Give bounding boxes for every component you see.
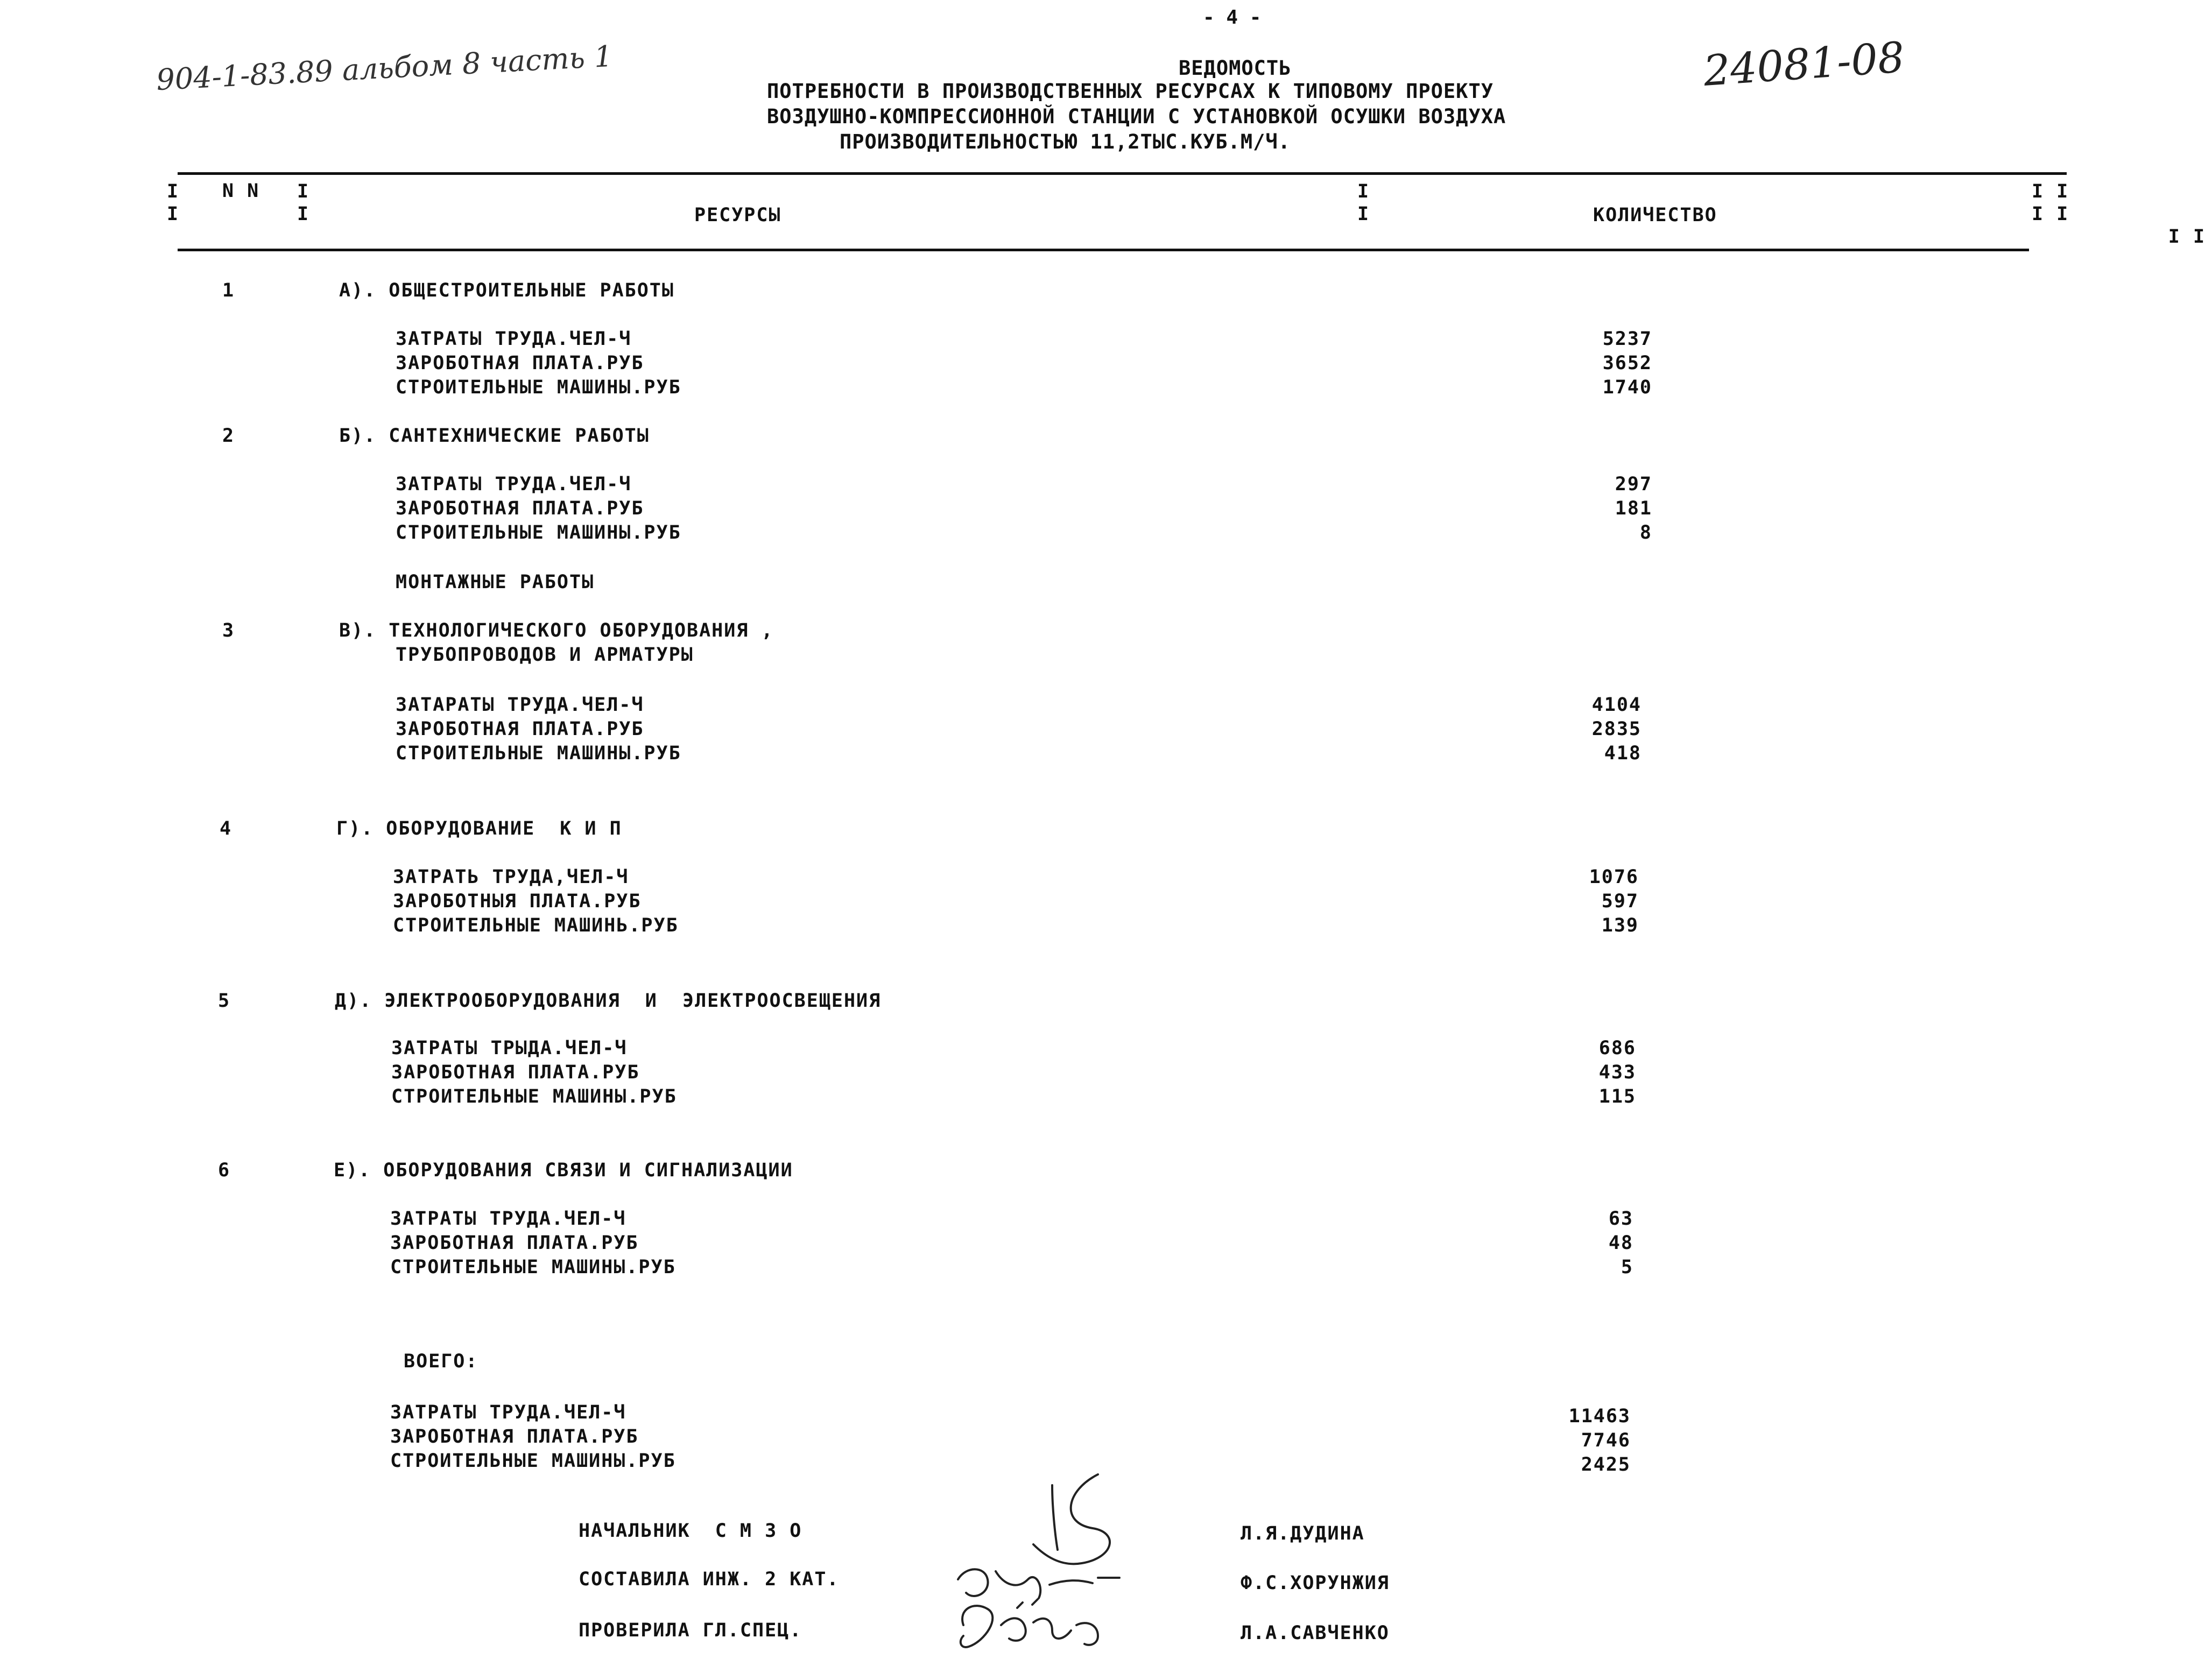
section-title-continued: ТРУБОПРОВОДОВ И АРМАТУРЫ [396, 644, 694, 666]
signature-name: Л.Я.ДУДИНА [1241, 1523, 1365, 1544]
row-value: 418 [1604, 743, 1642, 764]
section-number: 4 [220, 818, 233, 839]
section-number: 1 [222, 280, 235, 301]
signature-role: НАЧАЛЬНИК С М З О [579, 1520, 802, 1542]
document-subtitle-line1: ПОТРЕБНОСТИ В ПРОИЗВОДСТВЕННЫХ РЕСУРСАХ К ТИПОВОМУ ПРОЕКТУ [767, 80, 1494, 103]
row-value: 1076 [1589, 866, 1639, 888]
section-title: А). ОБЩЕСТРОИТЕЛЬНЫЕ РАБОТЫ [339, 280, 674, 301]
row-value: 686 [1598, 1037, 1636, 1059]
row-label: СТРОИТЕЛЬНЫЕ МАШИНЫ.РУБ [396, 377, 681, 398]
handwritten-doc-code: 24081-08 [1702, 33, 1906, 96]
row-label: ЗАТРАТЫ ТРУДА.ЧЕЛ-Ч [390, 1208, 626, 1230]
row-label: СТРОИТЕЛЬНЫЕ МАШИНЫ.РУБ [390, 1256, 676, 1278]
section-number: 2 [222, 425, 235, 447]
totals-row-label: СТРОИТЕЛЬНЫЕ МАШИНЫ.РУБ [390, 1450, 676, 1472]
header-col-quantity: КОЛИЧЕСТВО [1593, 204, 1717, 226]
row-value: 8 [1639, 522, 1652, 543]
row-value: 139 [1601, 915, 1639, 936]
totals-row-value: 11463 [1568, 1406, 1631, 1427]
section-title: Д). ЭЛЕКТРООБОРУДОВАНИЯ И ЭЛЕКТРООСВЕЩЕНИЯ [335, 990, 882, 1012]
row-label: ЗАТАРАТЫ ТРУДА.ЧЕЛ-Ч [396, 694, 644, 716]
signature-role: ПРОВЕРИЛА ГЛ.СПЕЦ. [579, 1620, 802, 1641]
row-value: 181 [1615, 498, 1652, 519]
row-label: ЗАРОБОТНАЯ ПЛАТА.РУБ [390, 1232, 639, 1254]
row-label: СТРОИТЕЛЬНЫЕ МАШИНЫ.РУБ [396, 522, 681, 543]
section-title: Е). ОБОРУДОВАНИЯ СВЯЗИ И СИГНАЛИЗАЦИИ [334, 1160, 793, 1181]
header-top-rule [178, 172, 2067, 175]
row-value: 48 [1608, 1232, 1633, 1254]
page-number: - 4 - [1203, 6, 1262, 29]
totals-row-value: 7746 [1581, 1430, 1631, 1451]
handwritten-album-ref: 904-1-83.89 альбом 8 часть 1 [155, 39, 614, 97]
row-value: 433 [1598, 1062, 1636, 1083]
signature-role: СОСТАВИЛА ИНЖ. 2 КАТ. [579, 1569, 840, 1590]
row-value: 297 [1615, 474, 1652, 495]
signature-name: Л.А.САВЧЕНКО [1241, 1622, 1390, 1644]
row-label: ЗАРОБОТНАЯ ПЛАТА.РУБ [396, 718, 644, 740]
row-label: ЗАРОБОТНЫЯ ПЛАТА.РУБ [393, 891, 642, 912]
row-label: СТРОИТЕЛЬНЫЕ МАШИНЫ.РУБ [391, 1086, 677, 1107]
header-right-border: I I I I I I [2032, 181, 2206, 248]
row-value: 1740 [1602, 377, 1652, 398]
totals-title: ВОЕГО: [404, 1351, 478, 1372]
signature-name: Ф.С.ХОРУНЖИЯ [1241, 1572, 1390, 1594]
document-subtitle-line2: ВОЗДУШНО-КОМПРЕССИОННОЙ СТАНЦИИ С УСТАНОВКОЙ ОСУШКИ ВОЗДУХА [767, 105, 1506, 128]
section-number: 6 [218, 1160, 231, 1181]
totals-row-label: ЗАРОБОТНАЯ ПЛАТА.РУБ [390, 1426, 639, 1448]
row-value: 2835 [1591, 718, 1642, 740]
group-title: МОНТАЖНЫЕ РАБОТЫ [396, 571, 595, 593]
header-left-border: I I [167, 181, 180, 225]
totals-row-value: 2425 [1581, 1454, 1631, 1476]
header-col-nn: N N [222, 180, 260, 202]
section-number: 3 [222, 620, 235, 641]
row-label: ЗАРОБОТНАЯ ПЛАТА.РУБ [391, 1062, 640, 1083]
row-value: 597 [1601, 891, 1639, 912]
row-value: 4104 [1591, 694, 1642, 716]
row-label: СТРОИТЕЛЬНЫЕ МАШИНЫ.РУБ [396, 743, 681, 764]
header-sep-nn: I I [297, 181, 310, 225]
document-subtitle-line3: ПРОИЗВОДИТЕЛЬНОСТЬЮ 11,2ТЫС.КУБ.М/Ч. [840, 130, 1291, 153]
row-value: 63 [1608, 1208, 1633, 1230]
row-label: ЗАРОБОТНАЯ ПЛАТА.РУБ [396, 352, 644, 374]
handwritten-signature [936, 1464, 1163, 1657]
document-title: ВЕДОМОСТЬ [1179, 57, 1292, 80]
header-sep-resources: I I [1357, 181, 1370, 225]
row-label: ЗАТРАТЫ ТРУДА.ЧЕЛ-Ч [396, 328, 632, 350]
header-col-resources: РЕСУРСЫ [694, 204, 781, 226]
totals-row-label: ЗАТРАТЫ ТРУДА.ЧЕЛ-Ч [390, 1402, 626, 1423]
row-label: ЗАТРАТЫ ТРУДА.ЧЕЛ-Ч [396, 474, 632, 495]
row-label: ЗАРОБОТНАЯ ПЛАТА.РУБ [396, 498, 644, 519]
row-label: ЗАТРАТЬ ТРУДА,ЧЕЛ-Ч [393, 866, 629, 888]
section-title: Б). САНТЕХНИЧЕСКИЕ РАБОТЫ [339, 425, 650, 447]
row-value: 5 [1621, 1256, 1633, 1278]
row-value: 115 [1598, 1086, 1636, 1107]
row-label: СТРОИТЕЛЬНЫЕ МАШИНЬ.РУБ [393, 915, 679, 936]
row-label: ЗАТРАТЫ ТРЫДА.ЧЕЛ-Ч [391, 1037, 628, 1059]
row-value: 3652 [1602, 352, 1652, 374]
section-title: В). ТЕХНОЛОГИЧЕСКОГО ОБОРУДОВАНИЯ , [339, 620, 774, 641]
section-number: 5 [218, 990, 231, 1012]
header-bottom-rule [178, 249, 2029, 251]
section-title: Г). ОБОРУДОВАНИЕ К И П [336, 818, 622, 839]
row-value: 5237 [1602, 328, 1652, 350]
